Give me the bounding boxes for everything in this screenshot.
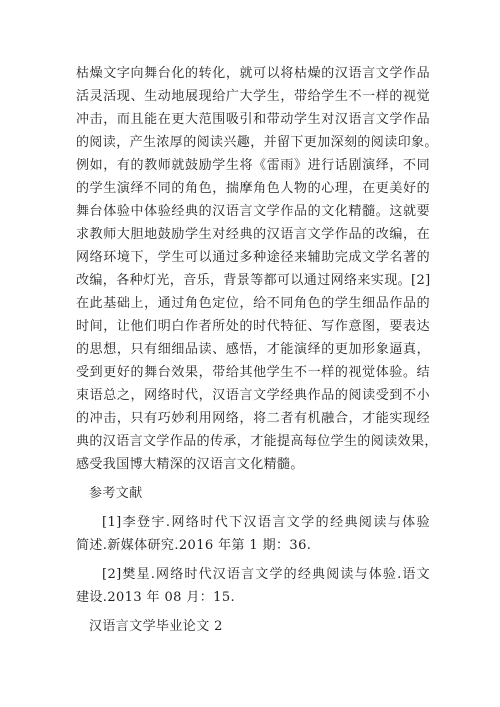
body-line-2: 活灵活现、生动地展现给广大学生，带给学生不一样的视觉 [76, 89, 430, 104]
body-line-10: 改编，各种灯光，音乐，背景等都可以通过网络来实现。[2] [76, 273, 431, 288]
body-line-9: 网络环境下，学生可以通过多种途径来辅助完成文学名著的 [76, 250, 430, 265]
body-line-17: 典的汉语言文学作品的传承，才能提高每位学生的阅读效果， [76, 434, 438, 449]
reference-2-line-2: 建设.2013 年 08 月：15. [76, 590, 236, 605]
next-section-title: 汉语言文学毕业论文 2 [89, 619, 223, 634]
body-line-7: 舞台体验中体验经典的汉语言文学作品的文化精髓。这就要 [76, 204, 430, 219]
body-line-14: 受到更好的舞台效果，带给其他学生不一样的视觉体验。结 [76, 365, 430, 380]
body-line-16: 的冲击，只有巧妙利用网络，将二者有机融合，才能实现经 [76, 411, 430, 426]
body-line-15: 束语总之，网络时代，汉语言文学经典作品的阅读受到不小 [76, 388, 430, 403]
reference-1-line-1: [1]李登宇.网络时代下汉语言文学的经典阅读与体验 [102, 515, 430, 530]
body-line-8: 求教师大胆地鼓励学生对经典的汉语言文学作品的改编，在 [76, 227, 430, 242]
reference-1-line-2: 简述.新媒体研究.2016 年第 1 期：36. [76, 538, 312, 553]
body-line-12: 时间，让他们明白作者所处的时代特征、写作意图，要表达 [76, 319, 430, 334]
body-line-18: 感受我国博大精深的汉语言文化精髓。 [76, 457, 304, 472]
body-line-11: 在此基础上，通过角色定位，给不同角色的学生细品作品的 [76, 296, 430, 311]
body-line-13: 的思想，只有细细品读、感悟，才能演绎的更加形象逼真， [76, 342, 430, 357]
references-heading: 参考文献 [89, 486, 143, 501]
body-line-1: 枯燥文字向舞台化的转化，就可以将枯燥的汉语言文学作品 [76, 66, 430, 81]
body-line-4: 的阅读，产生浓厚的阅读兴趣，并留下更加深刻的阅读印象。 [76, 135, 438, 150]
reference-2-line-1: [2]樊星.网络时代汉语言文学的经典阅读与体验.语文 [102, 567, 430, 582]
body-line-6: 的学生演绎不同的角色，揣摩角色人物的心理，在更美好的 [76, 181, 430, 196]
body-line-3: 冲击，而且能在更大范围吸引和带动学生对汉语言文学作品 [76, 112, 430, 127]
body-line-5: 例如，有的教师就鼓励学生将《雷雨》进行话剧演绎，不同 [76, 158, 430, 173]
